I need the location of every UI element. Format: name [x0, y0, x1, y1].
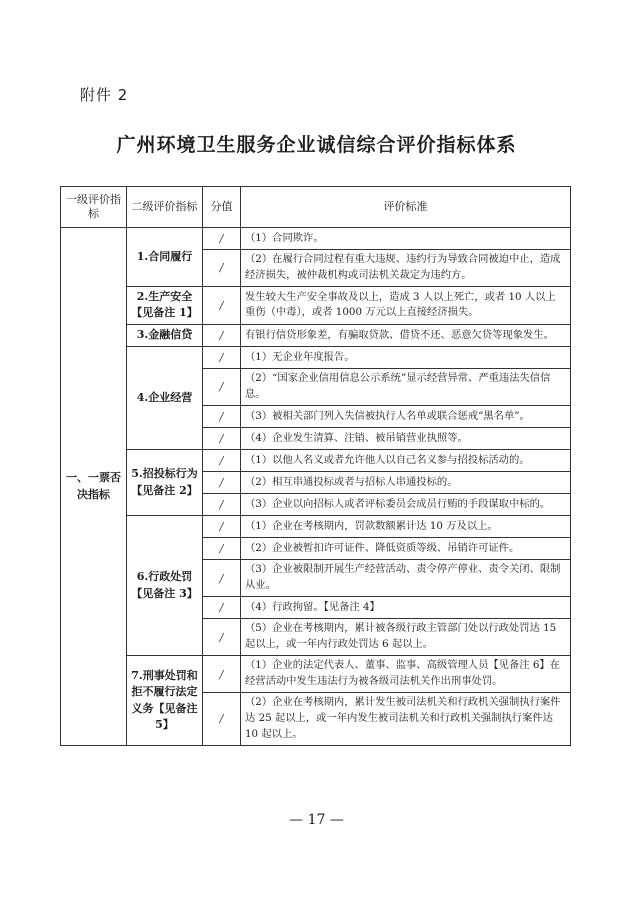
criteria-cell: （3）企业以向招标人或者评标委员会成员行贿的手段谋取中标的。 — [241, 494, 571, 516]
criteria-cell: （2）相互串通投标或者与招标人串通投标的。 — [241, 472, 571, 494]
score-cell: / — [203, 405, 241, 427]
level2-indicator: 2.生产安全【见备注 1】 — [127, 286, 203, 324]
criteria-cell: （1）企业在考核期内，罚款数额累计达 10 万及以上。 — [241, 516, 571, 538]
header-level1: 一级评价指标 — [61, 187, 127, 228]
criteria-cell: （5）企业在考核期内，累计被各级行政主管部门处以行政处罚达 15 起以上，或一年内行政处罚达 6 起以上。 — [241, 619, 571, 656]
score-cell: / — [203, 450, 241, 472]
table-row — [61, 286, 571, 324]
level2-indicator: 5.招投标行为【见备注 2】 — [127, 450, 203, 516]
table-row — [61, 656, 571, 693]
table-row — [61, 347, 571, 369]
table-row — [61, 516, 571, 538]
criteria-cell: （2）企业被暂扣许可证件、降低资质等级、吊销许可证件。 — [241, 538, 571, 560]
score-cell: / — [203, 656, 241, 693]
level2-indicator: 3.金融信贷 — [127, 324, 203, 346]
score-cell: / — [203, 516, 241, 538]
criteria-cell: （1）合同欺诈。 — [241, 228, 571, 250]
criteria-cell: （3）企业被限制开展生产经营活动、责令停产停业、责令关闭、限制从业。 — [241, 560, 571, 597]
score-cell: / — [203, 693, 241, 746]
table-row — [61, 450, 571, 472]
criteria-cell: 有银行信贷形象差，有骗取贷款、借贷不还、恶意欠贷等现象发生。 — [241, 324, 571, 346]
criteria-cell: 发生较大生产安全事故及以上，造成 3 人以上死亡，或者 10 人以上重伤（中毒），或者 1000 万元以上直接经济损失。 — [241, 286, 571, 324]
criteria-cell: （2）在履行合同过程有重大违规、违约行为导致合同被迫中止，造成经济损失，被仲裁机构或司法机关裁定为违约方。 — [241, 250, 571, 287]
score-cell: / — [203, 347, 241, 369]
attachment-label: 附件 2 — [80, 86, 129, 104]
level1-indicator: 一、一票否决指标 — [61, 228, 127, 746]
criteria-cell: （1）企业的法定代表人、董事、监事、高级管理人员【见备注 6】在经营活动中发生违法行为被各级司法机关作出刑事处罚。 — [241, 656, 571, 693]
score-cell: / — [203, 494, 241, 516]
table-row — [61, 324, 571, 346]
table-row — [61, 228, 571, 250]
header-score: 分值 — [203, 187, 241, 228]
criteria-cell: （4）企业发生清算、注销、被吊销营业执照等。 — [241, 428, 571, 450]
criteria-table — [60, 186, 571, 746]
page-number: — 17 — — [289, 812, 344, 828]
score-cell: / — [203, 560, 241, 597]
score-cell: / — [203, 428, 241, 450]
level2-indicator: 1.合同履行 — [127, 228, 203, 287]
header-criteria: 评价标准 — [241, 187, 571, 228]
criteria-cell: （2）企业在考核期内，累计发生被司法机关和行政机关强制执行案件达 25 起以上，或一年内发生被司法机关和行政机关强制执行案件达 10 起以上。 — [241, 693, 571, 746]
score-cell: / — [203, 538, 241, 560]
level2-indicator: 4.企业经营 — [127, 347, 203, 450]
criteria-cell: （4）行政拘留。【见备注 4】 — [241, 597, 571, 619]
score-cell: / — [203, 369, 241, 406]
level2-indicator: 6.行政处罚【见备注 3】 — [127, 516, 203, 656]
score-cell: / — [203, 597, 241, 619]
score-cell: / — [203, 324, 241, 346]
criteria-cell: （1）无企业年度报告。 — [241, 347, 571, 369]
score-cell: / — [203, 619, 241, 656]
header-row — [61, 187, 571, 228]
criteria-cell: （1）以他人名义或者允许他人以自己名义参与招投标活动的。 — [241, 450, 571, 472]
score-cell: / — [203, 286, 241, 324]
score-cell: / — [203, 472, 241, 494]
criteria-cell: （2）“国家企业信用信息公示系统”显示经营异常、严重违法失信信息。 — [241, 369, 571, 406]
header-level2: 二级评价指标 — [127, 187, 203, 228]
level2-indicator: 7.刑事处罚和拒不履行法定义务【见备注 5】 — [127, 656, 203, 746]
score-cell: / — [203, 228, 241, 250]
score-cell: / — [203, 250, 241, 287]
criteria-cell: （3）被相关部门列入失信被执行人名单或联合惩戒“黑名单”。 — [241, 405, 571, 427]
document-title: 广州环境卫生服务企业诚信综合评价指标体系 — [116, 134, 517, 156]
